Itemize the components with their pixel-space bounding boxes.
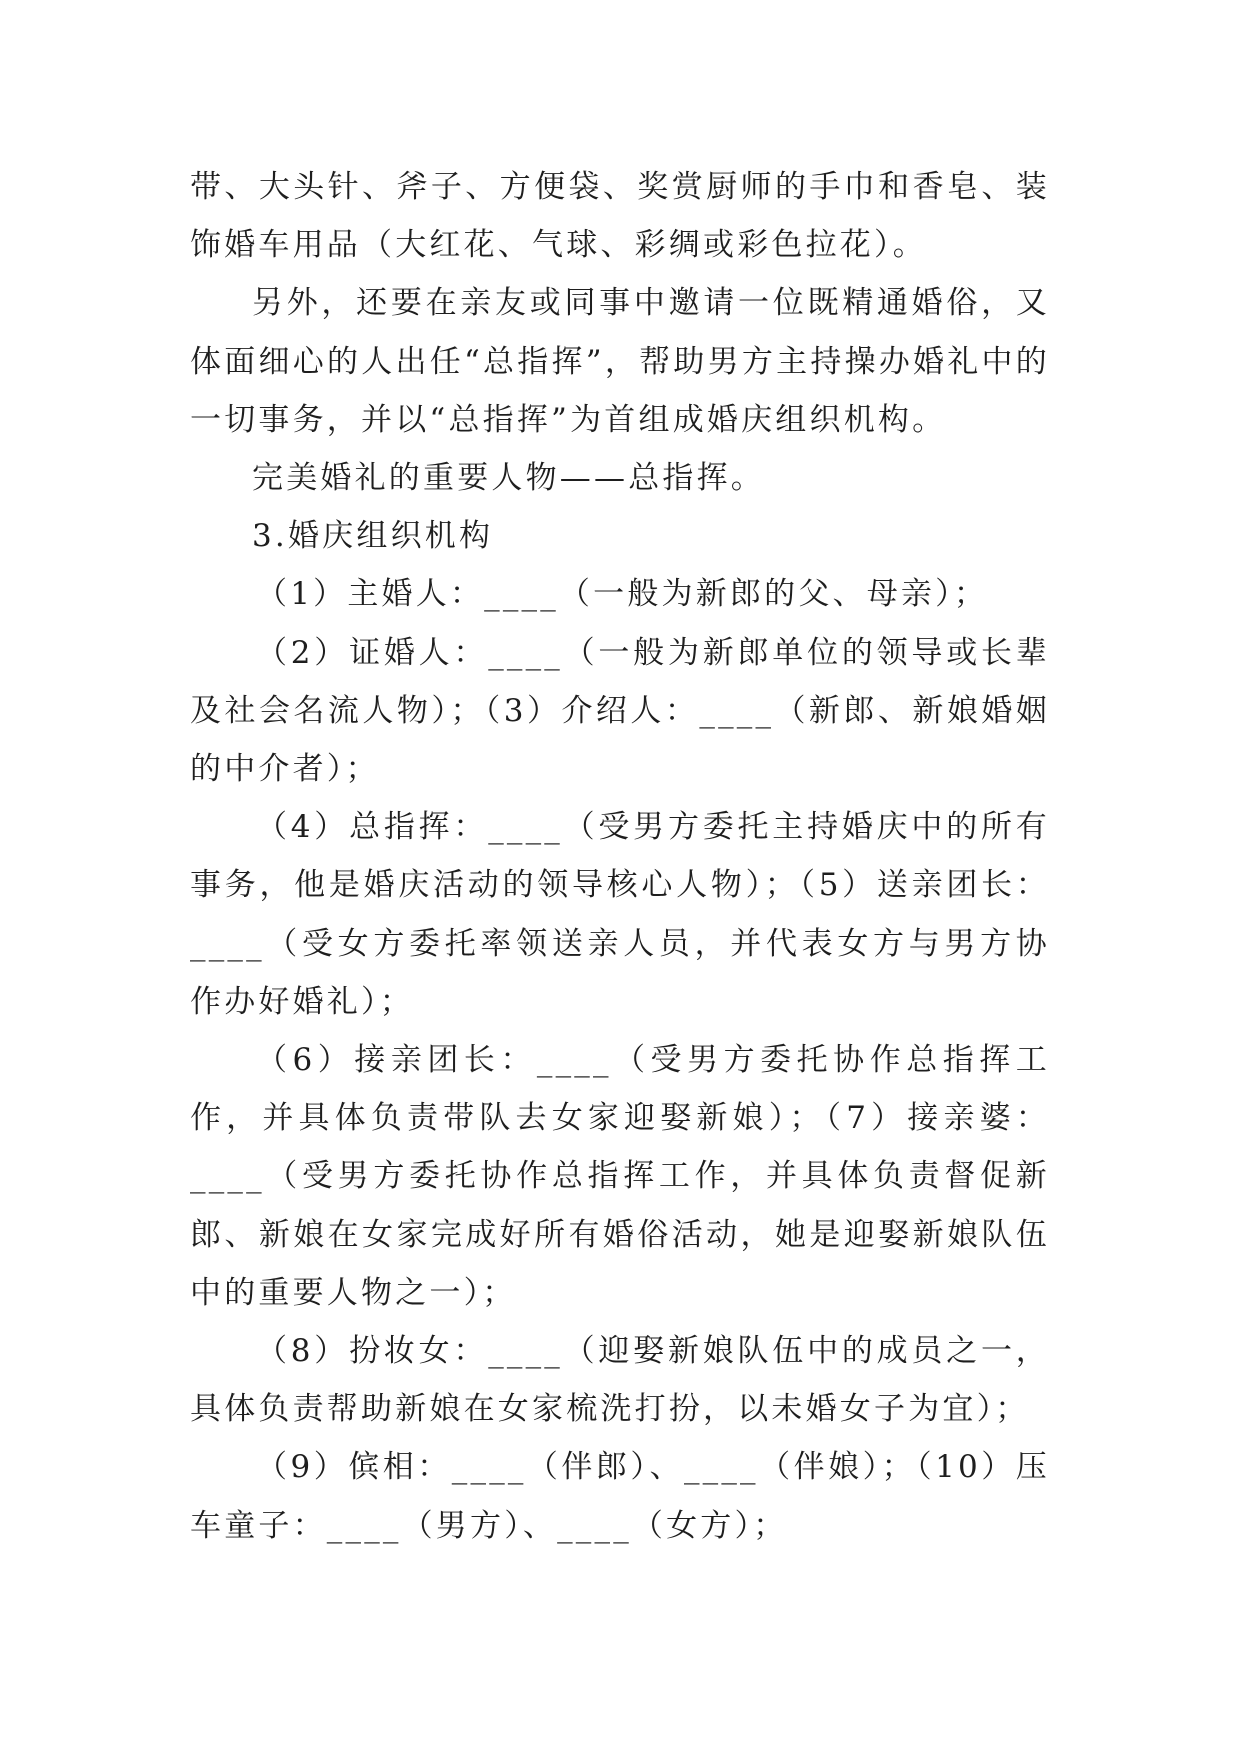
paragraph-continuation: 带、大头针、斧子、方便袋、奖赏厨师的手巾和香皂、装饰婚车用品（大红花、气球、彩绸或彩色拉花）。 xyxy=(190,169,1050,264)
paragraph-commander-intro: 另外，还要在亲友或同事中邀请一位既精通婚俗，又体面细心的人出任“总指挥”，帮助男方主持操办婚礼中的一切事务，并以“总指挥”为首组成婚庆组织机构。 xyxy=(190,285,1050,438)
document-body xyxy=(190,158,1050,1555)
list-item-commander-escort: （4）总指挥：____（受男方委托主持婚庆中的所有事务，他是婚庆活动的领导核心人物）；（5）送亲团长：____（受女方委托率领送亲人员，并代表女方与男方协作办好婚礼）； xyxy=(190,809,1050,1020)
paragraph-commander-heading: 完美婚礼的重要人物——总指挥。 xyxy=(252,460,765,497)
list-item-attendants: （9）傧相：____（伴郎）、____（伴娘）；（10）压车童子：____（男方）、____（女方）； xyxy=(190,1449,1050,1544)
list-item-witness-introducer: （2）证婚人：____（一般为新郎单位的领导或长辈及社会名流人物）；（3）介绍人：____（新郎、新娘婚姻的中介者）； xyxy=(190,634,1050,788)
list-item-dresser: （8）扮妆女：____（迎娶新娘队伍中的成员之一，具体负责帮助新娘在女家梳洗打扮，以未婚女子为宜）； xyxy=(190,1333,1050,1428)
section-heading-organization: 3.婚庆组织机构 xyxy=(252,518,494,555)
list-item-officiant: （1）主婚人：____（一般为新郎的父、母亲）； xyxy=(256,576,989,613)
list-item-reception-leaders: （6）接亲团长：____（受男方委托协作总指挥工作，并具体负责带队去女家迎娶新娘）；（7）接亲婆：____（受男方委托协作总指挥工作，并具体负责督促新郎、新娘在女家完成好所有婚俗活动，她是迎娶新娘队伍中的重要人物之一）； xyxy=(190,1042,1050,1311)
